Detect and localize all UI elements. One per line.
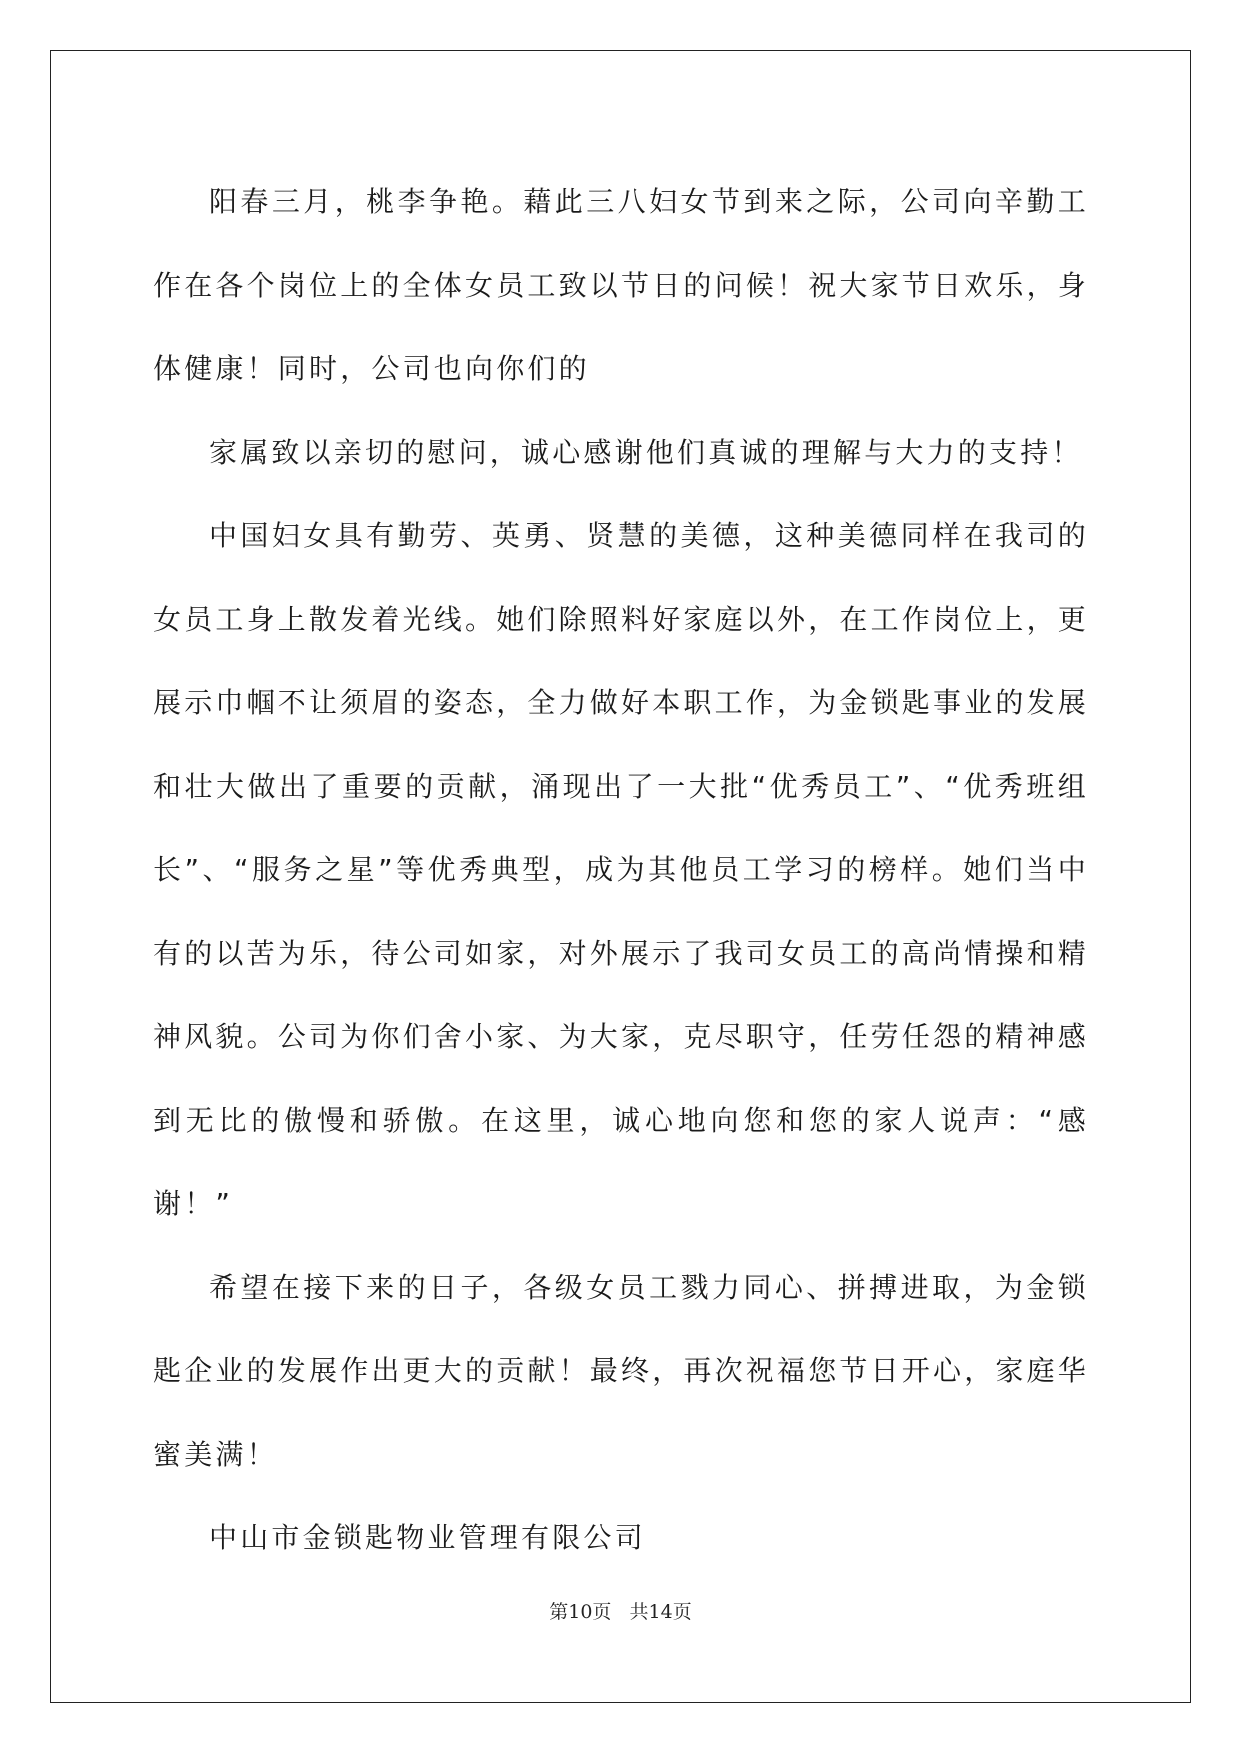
paragraph-greeting: 阳春三月，桃李争艳。藉此三八妇女节到来之际，公司向辛勤工作在各个岗位上的全体女员工致以节日的问候！祝大家节日欢乐，身体健康！同时，公司也向你们的 <box>153 185 1090 385</box>
paragraph-virtues: 中国妇女具有勤劳、英勇、贤慧的美德，这种美德同样在我司的女员工身上散发着光线。她们除照料好家庭以外，在工作岗位上，更展示巾帼不让须眉的姿态，全力做好本职工作，为金锁匙事业的发展和壮大做出了重要的贡献，涌现出了一大批“优秀员工”、“优秀班组长”、“服务之星”等优秀典型，成为其他员工学习的榜样。她们当中有的以苦为乐，待公司如家，对外展示了我司女员工的高尚情操和精神风貌。公司为你们舍小家、为大家，克尽职守，任劳任怨的精神感到无比的傲慢和骄傲。在这里，诚心地向您和您的家人说声：“感谢！” <box>153 519 1090 1220</box>
paragraph-family-thanks: 家属致以亲切的慰问，诚心感谢他们真诚的理解与大力的支持！ <box>209 435 1083 469</box>
paragraph-wishes: 希望在接下来的日子，各级女员工戮力同心、拼搏进取，为金锁匙企业的发展作出更大的贡献！最终，再次祝福您节日开心，家庭华蜜美满！ <box>153 1270 1090 1471</box>
page-number-footer: 第10页 共14页 <box>549 1601 692 1623</box>
document-body <box>153 160 1089 1580</box>
paragraph-signature: 中山市金锁匙物业管理有限公司 <box>209 1521 646 1554</box>
